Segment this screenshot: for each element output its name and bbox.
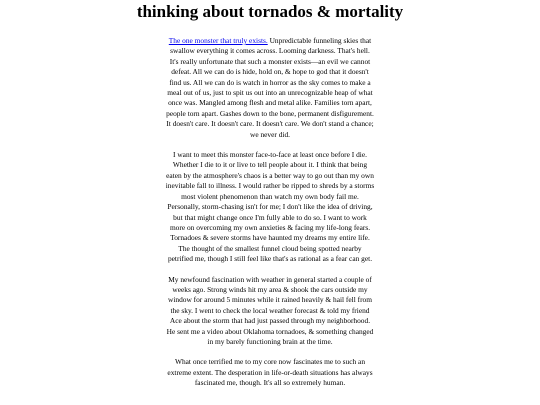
page-title: thinking about tornados & mortality [136,2,404,21]
paragraph-3: My newfound fascination with weather in general started a couple of weeks ago. Strong winds hit my area & shook the cars outside my window for around 5 minutes while it rained heavily & hail fell from the sky. I went to check the local weather forecast & told my friend Ace about the storm that had just passed through my neighborhood. He sent me a video about Oklahoma tornadoes, & something changed in my barely functioning brain at the time. [166,274,374,346]
paragraph-4: What once terrified me to my core now fascinates me to such an extreme extent. The desperation in life-or-death situations has always fascinated me, though. It's all so extremely human. [167,357,373,388]
paragraph-1 [165,36,375,140]
paragraph-2: I want to meet this monster face-to-face at least once before I die. Whether I die to it or live to tell people about it. I think that being eaten by the atmosphere's chaos is a better way to go out than my own inevitable fall to illness. I would rather be ripped to shreds by a storms most violent phenomenon than watch my own body fail me. Personally, storm-chasing isn't for me; I don't like the idea of driving, but that might change once I'm fully able to do so. I want to work more on overcoming my own anxieties & facing my life-long fears. Tornadoes & severe storms have haunted my dreams my entire life. The thought of the smallest funnel cloud being spotted nearby petrified me, though I still feel like that's as rational as a fear can get. [165,150,375,264]
monster-link[interactable]: The one monster that truly exists. [168,36,268,45]
article-body [165,36,375,389]
paragraph-1-text: Unpredictable funneling skies that swallow everything it comes across. Looming darkness. That's hell. It's really unfortunate that such a monster exists—an evil we cannot defeat. All we can do is hide, hold on, & hope to god that it doesn't find us. All we can do is watch in horror as the sky comes to make a meal out of us, just to spit us out into an unrecognizable heap of what once was. Mangled among flesh and metal alike. Families torn apart, people torn apart. Gashes down to the bone, permanent disfigurement. It doesn't care. It doesn't care. It doesn't care. We don't stand a chance; we never did. [166,36,374,139]
